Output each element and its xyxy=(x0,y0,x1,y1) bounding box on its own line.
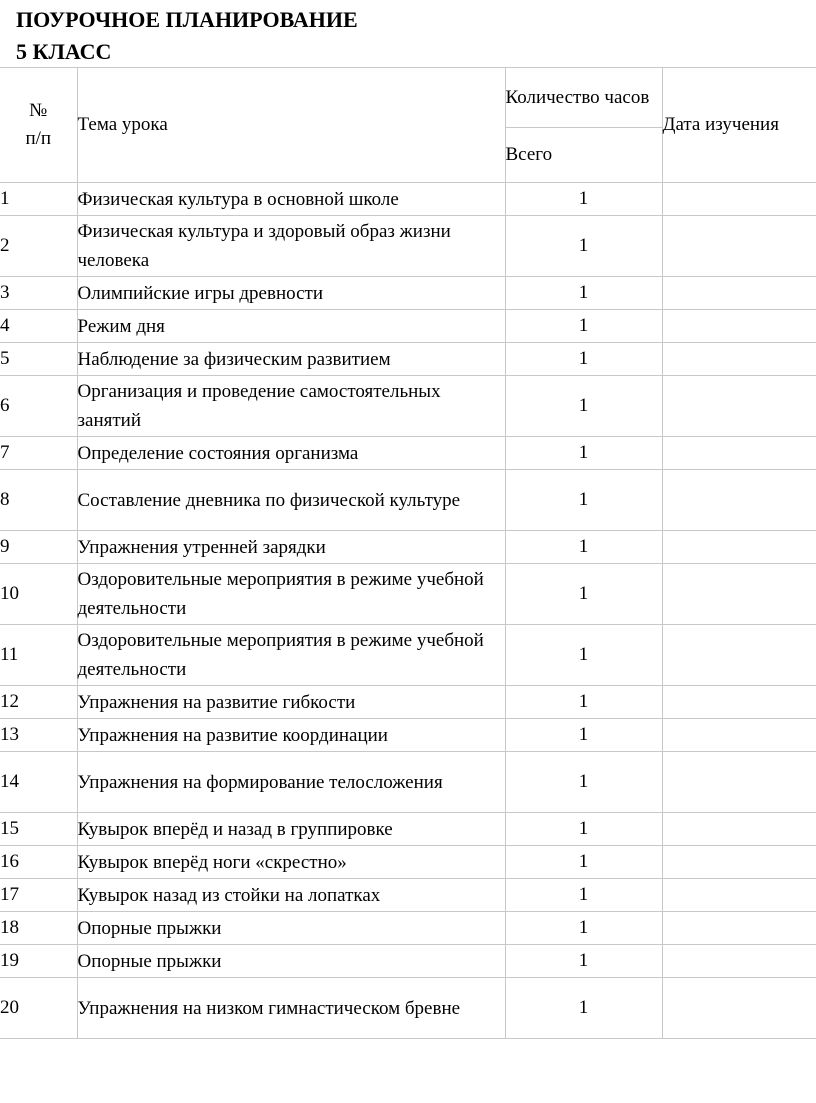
row-date xyxy=(662,343,816,376)
row-topic: Олимпийские игры древности xyxy=(77,277,505,310)
table-row xyxy=(0,879,816,912)
title-line-1: ПОУРОЧНОЕ ПЛАНИРОВАНИЕ xyxy=(16,7,358,32)
table-row xyxy=(0,625,816,686)
row-date xyxy=(662,470,816,531)
row-hours: 1 xyxy=(505,376,662,437)
table-row xyxy=(0,912,816,945)
row-date xyxy=(662,752,816,813)
table-row xyxy=(0,813,816,846)
table-row xyxy=(0,686,816,719)
row-date xyxy=(662,310,816,343)
row-hours: 1 xyxy=(505,470,662,531)
table-row xyxy=(0,310,816,343)
row-hours: 1 xyxy=(505,625,662,686)
row-number: 13 xyxy=(0,719,77,752)
row-hours: 1 xyxy=(505,719,662,752)
row-topic: Кувырок вперёд ноги «скрестно» xyxy=(77,846,505,879)
header-hours-total: Всего xyxy=(505,128,662,183)
row-topic: Физическая культура в основной школе xyxy=(77,183,505,216)
row-hours: 1 xyxy=(505,277,662,310)
header-topic: Тема урока xyxy=(77,68,505,183)
row-hours: 1 xyxy=(505,343,662,376)
table-row xyxy=(0,437,816,470)
row-hours: 1 xyxy=(505,686,662,719)
row-date xyxy=(662,216,816,277)
row-date xyxy=(662,564,816,625)
row-topic: Опорные прыжки xyxy=(77,912,505,945)
row-date xyxy=(662,719,816,752)
row-date xyxy=(662,945,816,978)
row-number: 15 xyxy=(0,813,77,846)
row-number: 8 xyxy=(0,470,77,531)
row-hours: 1 xyxy=(505,531,662,564)
row-topic: Составление дневника по физической культуре xyxy=(77,470,505,531)
table-row xyxy=(0,277,816,310)
row-date xyxy=(662,879,816,912)
row-topic: Опорные прыжки xyxy=(77,945,505,978)
row-hours: 1 xyxy=(505,945,662,978)
row-hours: 1 xyxy=(505,564,662,625)
row-topic: Кувырок назад из стойки на лопатках xyxy=(77,879,505,912)
row-date xyxy=(662,277,816,310)
header-number: № п/п xyxy=(0,68,77,183)
header-date: Дата изучения xyxy=(662,68,816,183)
row-number: 10 xyxy=(0,564,77,625)
row-hours: 1 xyxy=(505,183,662,216)
page-title xyxy=(16,4,358,68)
row-number: 3 xyxy=(0,277,77,310)
row-hours: 1 xyxy=(505,912,662,945)
row-topic: Упражнения утренней зарядки xyxy=(77,531,505,564)
row-number: 18 xyxy=(0,912,77,945)
row-topic: Упражнения на низком гимнастическом бревне xyxy=(77,978,505,1039)
row-number: 9 xyxy=(0,531,77,564)
row-number: 17 xyxy=(0,879,77,912)
row-topic: Определение состояния организма xyxy=(77,437,505,470)
row-hours: 1 xyxy=(505,310,662,343)
row-number: 14 xyxy=(0,752,77,813)
table-row xyxy=(0,531,816,564)
row-topic: Упражнения на развитие гибкости xyxy=(77,686,505,719)
row-topic: Кувырок вперёд и назад в группировке xyxy=(77,813,505,846)
row-date xyxy=(662,912,816,945)
row-hours: 1 xyxy=(505,879,662,912)
row-number: 11 xyxy=(0,625,77,686)
table-row xyxy=(0,752,816,813)
row-topic: Упражнения на формирование телосложения xyxy=(77,752,505,813)
table-row xyxy=(0,945,816,978)
row-topic: Организация и проведение самостоятельных занятий xyxy=(77,376,505,437)
table-row xyxy=(0,846,816,879)
table-row xyxy=(0,343,816,376)
table-header xyxy=(0,68,816,183)
row-date xyxy=(662,437,816,470)
row-date xyxy=(662,531,816,564)
table-row xyxy=(0,564,816,625)
row-number: 16 xyxy=(0,846,77,879)
table-row xyxy=(0,216,816,277)
title-line-2: 5 КЛАСС xyxy=(16,39,112,64)
row-topic: Упражнения на развитие координации xyxy=(77,719,505,752)
row-number: 6 xyxy=(0,376,77,437)
table-row xyxy=(0,978,816,1039)
row-number: 1 xyxy=(0,183,77,216)
row-date xyxy=(662,978,816,1039)
row-hours: 1 xyxy=(505,216,662,277)
header-hours: Количество часов xyxy=(505,68,662,128)
row-number: 12 xyxy=(0,686,77,719)
row-date xyxy=(662,376,816,437)
row-topic: Физическая культура и здоровый образ жизни человека xyxy=(77,216,505,277)
row-number: 2 xyxy=(0,216,77,277)
row-number: 4 xyxy=(0,310,77,343)
table-body xyxy=(0,183,816,1039)
row-hours: 1 xyxy=(505,752,662,813)
row-topic: Наблюдение за физическим развитием xyxy=(77,343,505,376)
row-hours: 1 xyxy=(505,437,662,470)
row-number: 19 xyxy=(0,945,77,978)
row-topic: Режим дня xyxy=(77,310,505,343)
row-hours: 1 xyxy=(505,846,662,879)
row-hours: 1 xyxy=(505,978,662,1039)
row-date xyxy=(662,183,816,216)
row-topic: Оздоровительные мероприятия в режиме учебной деятельности xyxy=(77,625,505,686)
row-number: 20 xyxy=(0,978,77,1039)
row-hours: 1 xyxy=(505,813,662,846)
lesson-plan-table xyxy=(0,67,816,1039)
row-date xyxy=(662,686,816,719)
table-row xyxy=(0,183,816,216)
table-row xyxy=(0,376,816,437)
row-number: 7 xyxy=(0,437,77,470)
row-date xyxy=(662,846,816,879)
row-date xyxy=(662,813,816,846)
table-row xyxy=(0,470,816,531)
table-row xyxy=(0,719,816,752)
row-topic: Оздоровительные мероприятия в режиме учебной деятельности xyxy=(77,564,505,625)
row-number: 5 xyxy=(0,343,77,376)
row-date xyxy=(662,625,816,686)
